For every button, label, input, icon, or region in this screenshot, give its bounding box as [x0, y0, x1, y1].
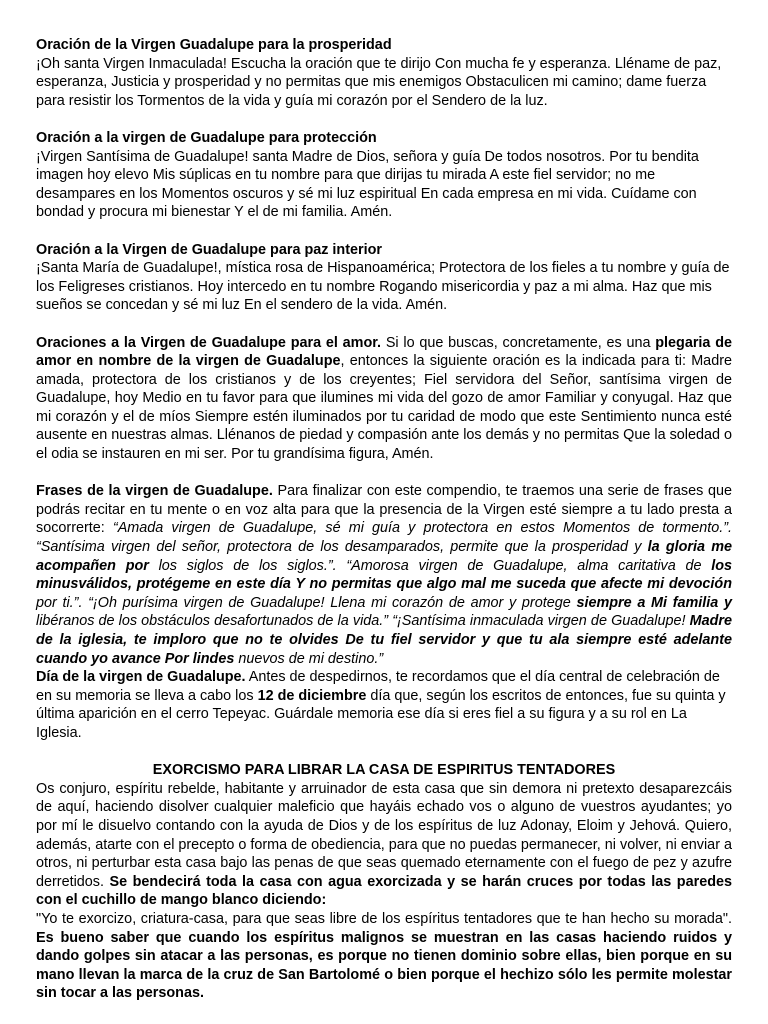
quote-text: por ti.”. “¡Oh purísima virgen de Guadalupe! Llena mi corazón de amor y protege: [36, 594, 577, 611]
section-paragraph: [36, 482, 732, 668]
section-proteccion: [36, 129, 732, 222]
section-paragraph: [36, 668, 732, 742]
quote-emphasis: Madre de la iglesia, te imploro que no te olvides De tu fiel servidor y que tu ala siempre esté adelante cuando yo avance Por lindes: [36, 613, 732, 667]
quote-emphasis: siempre a Mi familia y: [576, 594, 732, 611]
section-heading: Oración a la Virgen de Guadalupe para paz interior: [36, 241, 383, 258]
body-text: "Yo te exorcizo, criatura-casa, para que seas libre de los espíritus tentadores que te han hecho su morada".: [36, 910, 732, 927]
quote-text: libéranos de los obstáculos desafortunados de la vida.” “¡Santísima inmaculada virgen de Guadalupe!: [36, 613, 690, 630]
section-amor: [36, 334, 732, 464]
quote-text: nuevos de mi destino.”: [234, 650, 384, 667]
body-text: Para finalizar con este compendio, te traemos una serie de frases que podrás recitar en tu mente o en voz alta para que la presencia de la Virgen esté siempre a tu lado presta a socorrerte:: [36, 483, 732, 537]
emphasis-text: plegaria de amor en nombre de la virgen de Guadalupe: [36, 334, 732, 370]
section-body: ¡Virgen Santísima de Guadalupe! santa Madre de Dios, señora y guía De todos nosotros. Por tu bendita imagen hoy elevo Mis súplicas en tu nombre para que dirijas tu mirada A este fiel servidor; no me desampares en los Momentos oscuros y sé mi luz espiritual En cada empresa en mi vida. Cuídame con bondad y procura mi bienestar Y el de mi familia. Amén.: [36, 148, 699, 221]
body-text: Antes de despedirnos, te recordamos que el día central de celebración de en su memoria se lleva a cabo los: [36, 669, 720, 704]
section-paz-interior: [36, 241, 732, 315]
section-heading: Frases de la virgen de Guadalupe.: [36, 483, 273, 500]
section-heading: Oración de la Virgen Guadalupe para la prosperidad: [36, 37, 392, 53]
emphasis-text: Se bendecirá toda la casa con agua exorcizada y se harán cruces por todas las paredes con el cuchillo de mango blanco diciendo:: [36, 873, 732, 909]
quote-text: los siglos de los siglos.”. “Amorosa virgen de Guadalupe, alma caritativa de: [148, 557, 712, 574]
section-paragraph: [36, 334, 732, 464]
section-dia-virgen: [36, 668, 732, 742]
section-paragraph: [36, 910, 732, 1003]
body-text: , entonces la siguiente oración es la indicada para ti: Madre amada, protectora de los cristianos y de los creyentes; Fiel servidora del Señor, santísima virgen de Guadalupe, hoy Medio en tu favor para que ilumines mi vida del gozo de amor Familiar y conyugal. Haz que mi corazón y el de míos Siempre estén iluminados por tu caridad de modo que este Sentimiento nunca esté ausente en nuestras almas. Llénanos de piedad y compasión ante los demás y no permitas Que la soledad o el odia se instauren en mi ser. Por tu grandísima figura, Amén.: [36, 353, 732, 463]
section-body: ¡Oh santa Virgen Inmaculada! Escucha la oración que te dirijo Con mucha fe y esperanza. Lléname de paz, esperanza, Justicia y prosperidad y no permitas que mis enemigos Obstaculicen mi camino; dame fuerza para resistir los Tormentos de la vida y guía mi corazón por el Sendero de la luz.: [36, 55, 722, 109]
section-body: ¡Santa María de Guadalupe!, mística rosa de Hispanoamérica; Protectora de los fieles a tu nombre y guía de los Feligreses cristianos. Hoy intercedo en tu nombre Rogando misericordia y paz a mi alma. Haz que mis sueños se concedan y sé mi luz En el sendero de la vida. Amén.: [36, 260, 730, 314]
section-title: EXORCISMO PARA LIBRAR LA CASA DE ESPIRITUS TENTADORES: [152, 762, 616, 779]
body-text: Si lo que buscas, concretamente, es una: [381, 334, 656, 351]
section-prosperidad: [36, 36, 732, 110]
section-heading: Oración a la virgen de Guadalupe para protección: [36, 129, 377, 146]
section-heading: Día de la virgen de Guadalupe.: [36, 669, 246, 686]
body-text: Os conjuro, espíritu rebelde, habitante y arruinador de esta casa que sin demora ni pretexto desaparezcáis de aquí, haciendo disolver cualquier maleficio que hayáis echado vos o alguno de vuestros ayudantes; yo por mí le disuelvo contando con la ayuda de Dios y de los espíritus de luz Adonay, Eloim y Jehová. Quiero, además, atarte con el precepto o forma de obediencia, para que no puedas permanecer, ni volver, ni enviar a otros, ni perturbar esta casa bajo las penas de que seas quemado eternamente con el fuego de pez y azufre derretidos.: [36, 780, 732, 890]
date-emphasis: 12 de diciembre: [257, 687, 367, 704]
section-paragraph: [36, 780, 732, 910]
quote-text: “Amada virgen de Guadalupe, sé mi guía y protectora en estos Momentos de tormento.”. “Santísima virgen del señor, protectora de los desamparados, permite que la prosperidad y: [36, 520, 733, 556]
quote-emphasis: la gloria me acompañen por: [36, 539, 733, 574]
section-frases: [36, 482, 732, 668]
section-heading: Oraciones a la Virgen de Guadalupe para el amor.: [36, 334, 382, 351]
section-exorcismo: [36, 761, 732, 1003]
body-text: día que, según los escritos de entonces, fue su quinta y última aparición en el cerro Tepeyac. Guárdale memoria ese día si eres fiel a su figura y a su rol en La Iglesia.: [36, 687, 726, 741]
emphasis-text: Es bueno saber que cuando los espíritus malignos se muestran en las casas haciendo ruidos y dando golpes sin atacar a las personas, es porque no tienen dominio sobre ellas, bien porque en su mano llevan la marca de la cruz de San Bartolomé o bien porque el hechizo sólo les permite molestar sin tocar a las personas.: [36, 929, 732, 1002]
quote-emphasis: los minusválidos, protégeme en este día Y no permitas que algo mal me suceda que afecte mi devoción: [36, 557, 732, 593]
